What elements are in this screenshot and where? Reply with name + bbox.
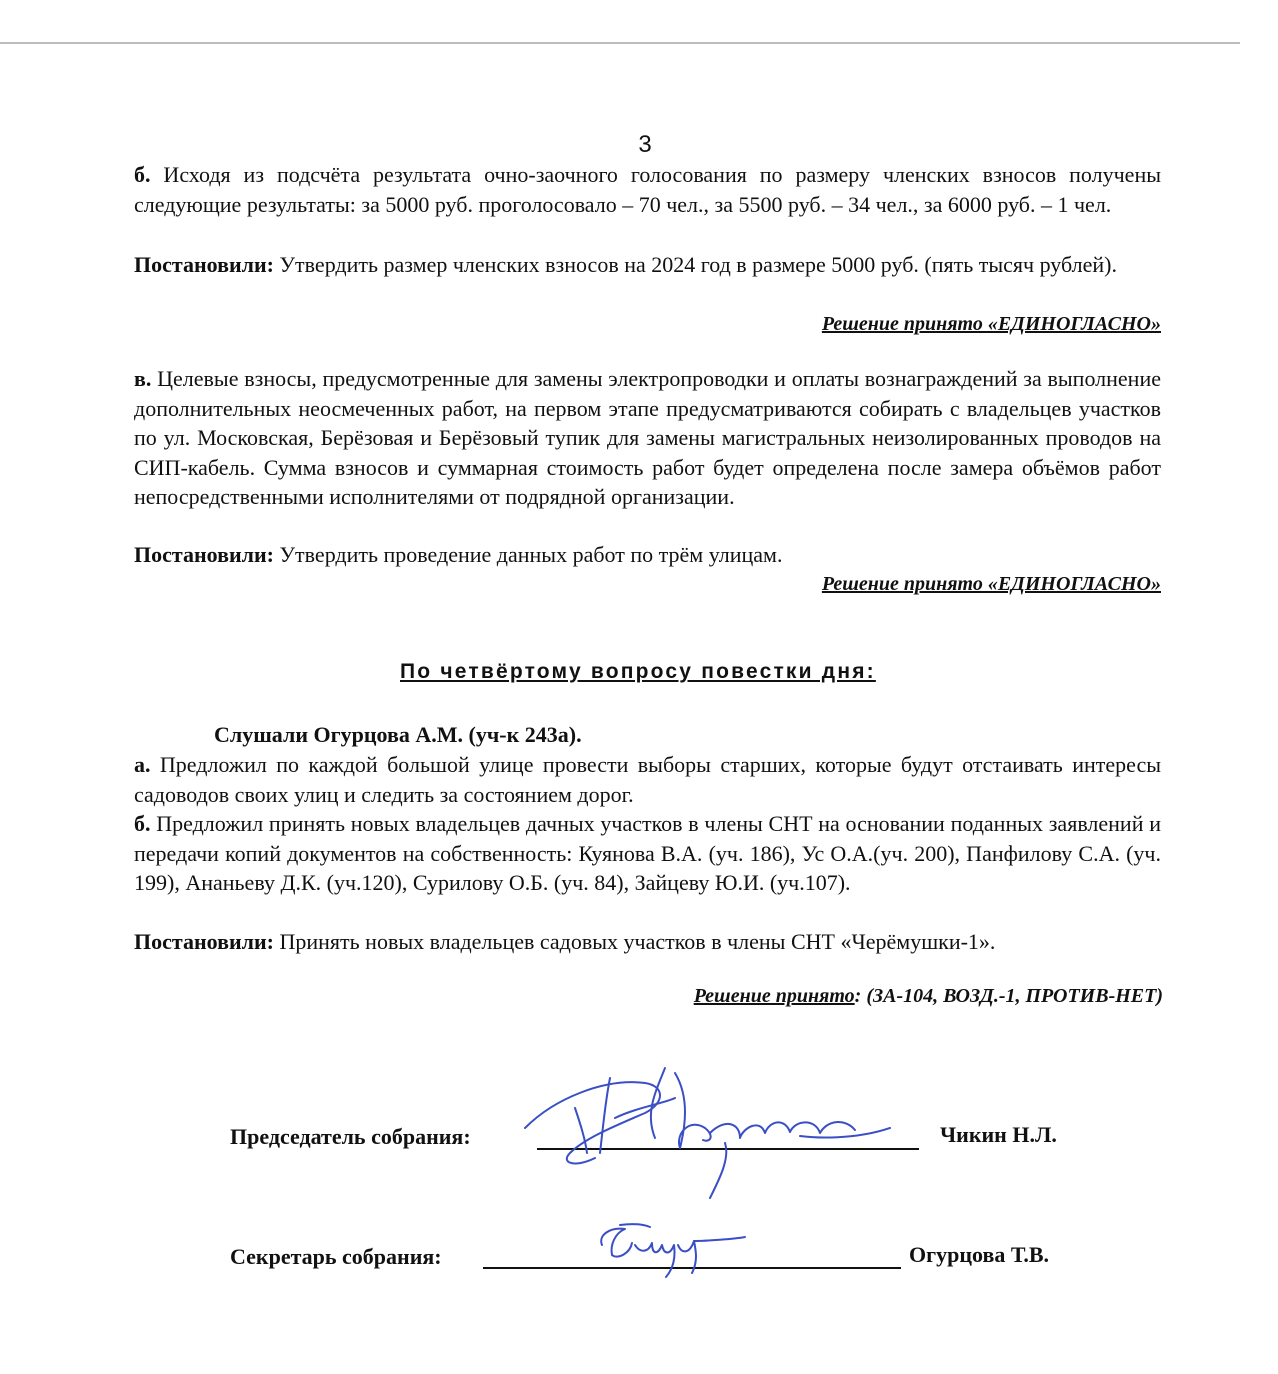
section-v-resolved-label: Постановили: [134, 542, 274, 567]
chair-name: Чикин Н.Л. [940, 1122, 1057, 1147]
section-b-decision: Решение принято «ЕДИНОГЛАСНО» [821, 313, 1161, 335]
question4-heading: По четвёртому вопросу повестки дня: [400, 660, 876, 683]
section-b-resolved-label: Постановили: [134, 252, 274, 277]
page-number: 3 [638, 131, 652, 158]
chair-signature-image [515, 1058, 905, 1208]
section-b-text: Исходя из подсчёта результата очно-заочного голосования по размеру членских взносов получены следующие результаты: за 5000 руб. проголосовало – 70 чел., за 5500 руб. – 34 чел., за 6000 руб. – 1 чел. [134, 162, 1161, 217]
chair-label: Председатель собрания: [230, 1124, 471, 1149]
section-b-resolution [134, 250, 1161, 280]
section-v-paragraph [134, 364, 1161, 512]
section-b-resolved-text: Утвердить размер членских взносов на 2024 год в размере 5000 руб. (пять тысяч рублей). [273, 252, 1117, 277]
section-v-resolved-text: Утвердить проведение данных работ по трём улицам. [273, 542, 783, 567]
question4-resolution [134, 927, 1161, 957]
secretary-name: Огурцова Т.В. [909, 1242, 1049, 1267]
secretary-label: Секретарь собрания: [230, 1244, 442, 1269]
section-v-resolution [134, 540, 1161, 570]
question4-resolved-text: Принять новых владельцев садовых участков в члены СНТ «Черёмушки-1». [273, 929, 996, 954]
section-v-text: Целевые взносы, предусмотренные для замены электропроводки и оплаты вознаграждений за выполнение дополнительных неосмеченных работ, на первом этапе предусматриваются собирать с владельцев участков по ул. Московская, Берёзовая и Берёзовый тупик для замены магистральных неизолированных проводов на СИП-кабель. Сумма взносов и суммарная стоимость работ будет определена после замера объёмов работ непосредственными исполнителями от подрядной организации. [134, 366, 1161, 510]
question4-item-a [134, 750, 1161, 809]
scan-edge-line [0, 42, 1240, 44]
question4-item-b-marker: б. [134, 811, 151, 836]
question4-decision-details: : (ЗА-104, ВОЗД.-1, ПРОТИВ-НЕТ) [854, 985, 1163, 1007]
section-b-marker: б. [134, 162, 151, 187]
question4-item-a-text: Предложил по каждой большой улице провести выборы старших, которые будут отстаивать интересы садоводов своих улиц и следить за состоянием дорог. [134, 752, 1161, 807]
secretary-signature-image [590, 1215, 750, 1295]
section-v-marker: в. [134, 366, 152, 391]
question4-item-b-text: Предложил принять новых владельцев дачных участков в члены СНТ на основании поданных заявлений и передачи копий документов на собственность: Куянова В.А. (уч. 186), Ус О.А.(уч. 200), Панфилову С.А. (уч. 199), Ананьеву Д.К. (уч.120), Сурилову О.Б. (уч. 84), Зайцеву Ю.И. (уч.107). [134, 811, 1161, 896]
question4-listened: Слушали Огурцова А.М. (уч-к 243а). [214, 722, 582, 747]
question4-decision [694, 985, 1163, 1008]
section-b-paragraph [134, 160, 1161, 219]
question4-item-a-marker: а. [134, 752, 151, 777]
section-v-decision: Решение принято «ЕДИНОГЛАСНО» [821, 573, 1161, 595]
question4-decision-label: Решение принято [693, 985, 855, 1007]
question4-resolved-label: Постановили: [134, 929, 274, 954]
question4-item-b [134, 809, 1161, 898]
